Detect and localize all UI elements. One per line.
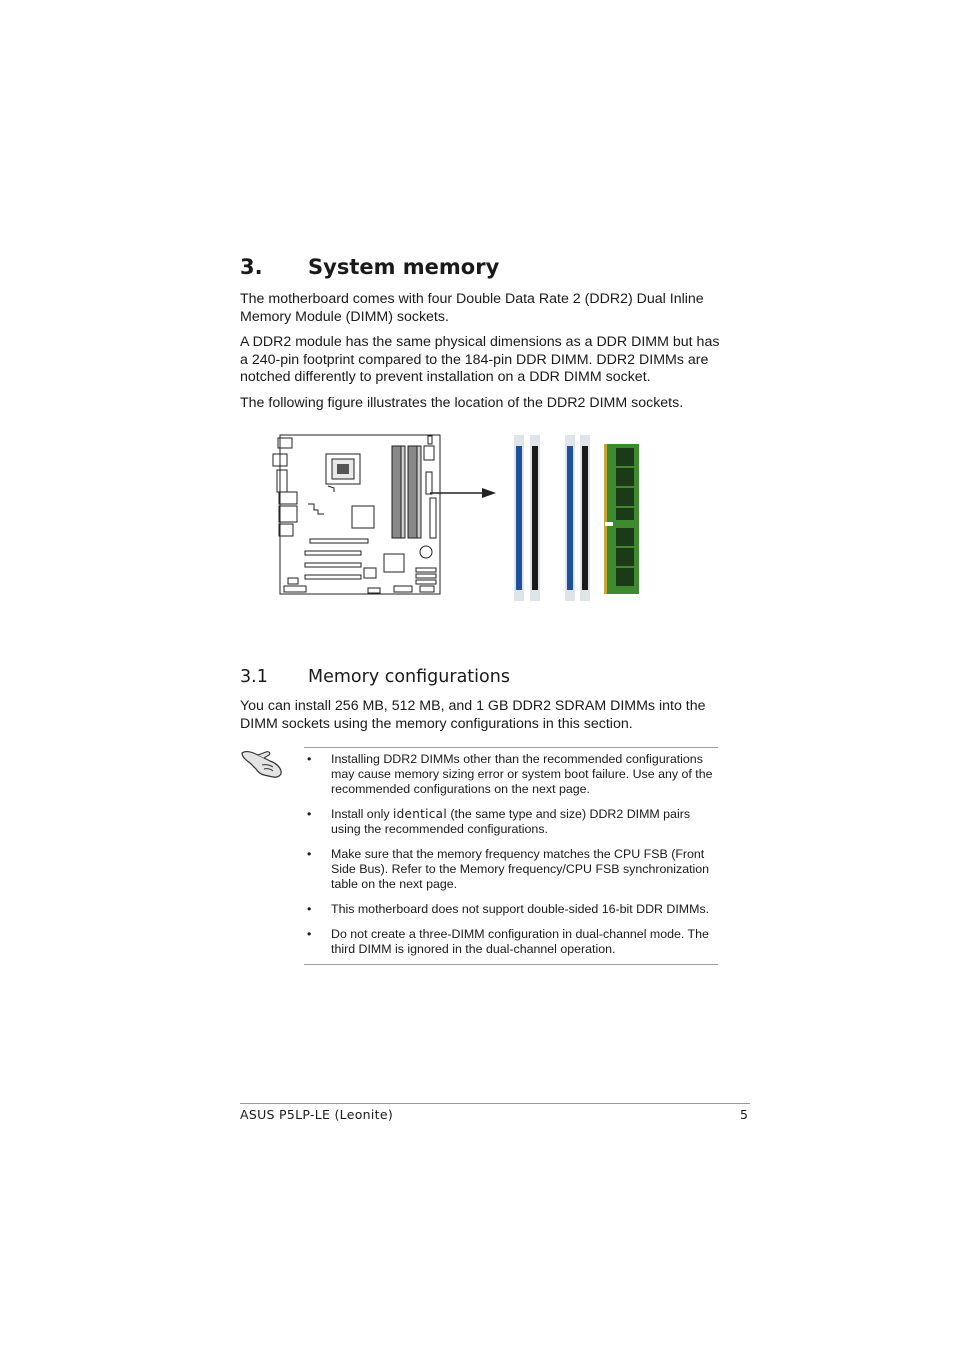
section-title: System memory bbox=[308, 255, 500, 279]
paragraph-ddr2-description: A DDR2 module has the same physical dimensions as a DDR DIMM but has a 240-pin footprint compared to the 184-pin DDR DIMM. DDR2 DIMMs are notched differently to prevent installation on a DDR DIMM socket. bbox=[240, 334, 720, 385]
bullet: • bbox=[307, 807, 312, 821]
subsection-heading bbox=[240, 667, 510, 687]
bullet: • bbox=[307, 902, 312, 916]
dimm-socket-slots-icon bbox=[514, 435, 590, 601]
note-item: • Install only identical (the same type and size) DDR2 DIMM pairs using the recommended configurations. bbox=[307, 807, 691, 836]
note-item: • Installing DDR2 DIMMs other than the recommended configurations may cause memory sizing error or system boot failure. Use any of the recommended configurations on the next page. bbox=[307, 752, 713, 796]
paragraph-intro: The motherboard comes with four Double Data Rate 2 (DDR2) Dual Inline Memory Module (DIMM) sockets. bbox=[240, 291, 704, 325]
footer-rule bbox=[240, 1103, 750, 1104]
note-bottom-rule bbox=[304, 964, 718, 965]
section-number: 3. bbox=[240, 255, 263, 279]
note-item: • This motherboard does not support double-sided 16-bit DDR DIMMs. bbox=[307, 902, 710, 916]
emphasis-identical: identical bbox=[392, 807, 447, 821]
ddr2-memory-module-icon bbox=[604, 444, 639, 594]
note-item: • Make sure that the memory frequency matches the CPU FSB (Front Side Bus). Refer to the Memory frequency/CPU FSB synchronization table on the next page. bbox=[307, 847, 710, 891]
motherboard-layout-icon bbox=[273, 435, 440, 594]
dimm-location-figure bbox=[270, 428, 650, 608]
subsection-title: Memory configurations bbox=[308, 667, 510, 687]
footer-product-name: ASUS P5LP-LE (Leonite) bbox=[240, 1107, 394, 1122]
section-heading bbox=[240, 255, 499, 279]
paragraph-figure-intro: The following figure illustrates the location of the DDR2 DIMM sockets. bbox=[240, 395, 684, 411]
note-top-rule bbox=[304, 747, 718, 748]
subsection-number: 3.1 bbox=[240, 667, 268, 687]
note-item: • Do not create a three-DIMM configuration in dual-channel mode. The third DIMM is ignored in the dual-channel operation. bbox=[307, 927, 709, 956]
hand-pointer-icon bbox=[240, 747, 284, 779]
paragraph-memory-config-intro: You can install 256 MB, 512 MB, and 1 GB DDR2 SDRAM DIMMs into the DIMM sockets using the memory configurations in this section. bbox=[240, 698, 706, 732]
bullet: • bbox=[307, 847, 312, 861]
note-list bbox=[306, 752, 718, 967]
bullet: • bbox=[307, 927, 312, 941]
page-number: 5 bbox=[740, 1107, 748, 1122]
bullet: • bbox=[307, 752, 312, 766]
